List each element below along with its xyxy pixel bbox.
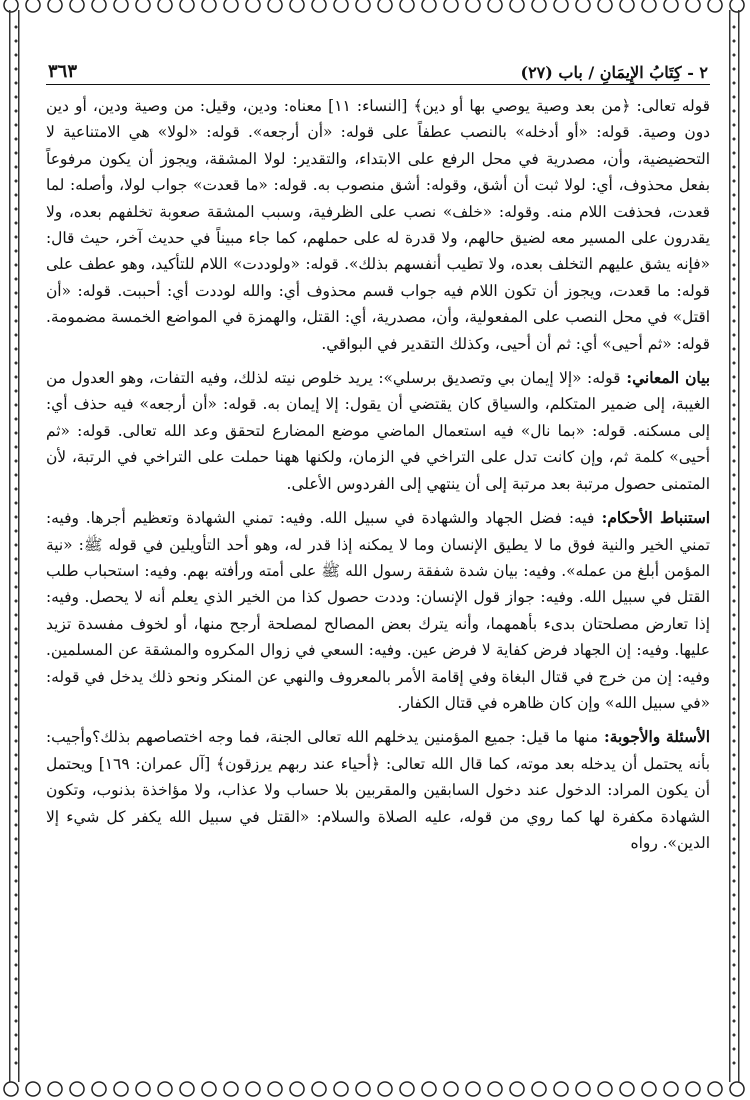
ornamental-border-top: [0, 0, 750, 16]
paragraph-text: قوله: «إلا إيمان بي وتصديق برسلي»: يريد خلوص نيته لذلك، وفيه التفات، وهو العدول من الغيبة، إلى ضمير المتكلم، والسياق كان يقتضي أن يقول: إلا إيمان به. قوله: «أن أرجعه» فيه حذف أي: إلى مسكنه. قوله: «بما نال» فيه استعمال الماضي موضع المضارع لتحقق وعد الله تعالى. قوله: «ثم أحيى» كلمة ثم، وإن كانت تدل على التراخي في الزمان، ولكنها ههنا حملت على التراخي في الرتبة، لأن المتمنى حصول مرتبة بعد مرتبة إلى أن ينتهي إلى الفردوس الأعلى.: [46, 369, 710, 493]
border-dots-right: [732, 20, 736, 1070]
paragraph-heading: استنباط الأحكام:: [594, 509, 710, 528]
paragraph-commentary: [46, 93, 710, 357]
paragraph-rulings: [46, 505, 710, 716]
running-header: [46, 56, 710, 85]
paragraph-meanings: [46, 365, 710, 497]
border-dots-left: [14, 20, 18, 1070]
chapter-title: ٢ - كِتَابُ الإِيمَانِ / باب (٢٧): [520, 63, 708, 82]
page-number: ٣٦٣: [48, 61, 78, 82]
paragraph-questions: [46, 724, 710, 856]
ornamental-border-bottom: [0, 1078, 750, 1100]
paragraph-text: منها ما قيل: جميع المؤمنين يدخلهم الله تعالى الجنة، فما وجه اختصاصهم بذلك؟وأجيب: بأنه يحتمل أن يدخله بعد موته، كما قال الله تعالى: ﴿أحياء عند ربهم يرزقون﴾ [آل عمران: ١٦٩] ويحتمل أن يكون المراد: الدخول عند دخول السابقين والمقربين بلا حساب ولا عذاب، ولا مؤاخذة بذنوب، وتكون الشهادة مكفرة لها كما روي من قوله، عليه الصلاة والسلام: «القتل في سبيل الله يكفر كل شيء إلا الدين». رواه: [46, 728, 711, 852]
page-body: [46, 56, 710, 1066]
paragraph-heading: بيان المعاني:: [620, 369, 711, 388]
paragraph-heading: الأسئلة والأجوبة:: [598, 728, 710, 747]
paragraph-text: فيه: فضل الجهاد والشهادة في سبيل الله. وفيه: تمني الشهادة وتعظيم أجرها. وفيه: تمني الخير والنية فوق ما لا يطيق الإنسان وما لا يمكنه إذا قدر له، وهو أحد التأويلين في قوله ﷺ: «نية المؤمن أبلغ من عمله». وفيه: بيان شدة شفقة رسول الله ﷺ على أمته ورأفته بهم. وفيه: استحباب طلب القتل في سبيل الله. وفيه: جواز قول الإنسان: وددت حصول كذا من الخير الذي يعلم أنه لا يحصل. وفيه: إذا تعارض مصلحتان بدىء بأهمهما، وأنه يترك بعض المصالح لمصلحة أرجح منها، أو لخوف مفسدة تزيد عليها. وفيه: إن الجهاد فرض كفاية لا فرض عين. وفيه: السعي في زوال المكروه والمشقة عن المسلمين. وفيه: إن من خرج في قتال البغاة وفي إقامة الأمر بالمعروف والنهي عن المنكر ونحو ذلك يدخل في قوله: «في سبيل الله» وإن كان ظاهره في قتال الكفار.: [46, 509, 710, 712]
paragraph-text: قوله تعالى: ﴿من بعد وصية يوصي بها أو دين﴾ [النساء: ١١] معناه: ودين، وقيل: من وصية ودين، أو دين دون وصية. قوله: «أو أدخله» بالنصب عطفاً على قوله: «أن أرجعه». قوله: «لولا» هي الامتناعية لا التحضيضية، وأن، مصدرية في محل الرفع على الابتداء، والتقدير: لولا المشقة، ويجوز أن يكون مرفوعاً بفعل محذوف، أي: لولا ثبت أن أشق، وقوله: أشق منصوب به. قوله: «ما قعدت» جواب لولا، وأصله: لما قعدت، فحذفت اللام منه. وقوله: «خلف» نصب على الظرفية، وسبب المشقة صعوبة تخلفهم بعده، ولا يقدرون على المسير معه لضيق حالهم، ولا قدرة له على حملهم، كما جاء مبيناً في حديث آخر، حيث قال: «فإنه يشق عليهم التخلف بعده، ولا تطيب أنفسهم بذلك». قوله: «ولوددت» اللام للتأكيد، وهو عطف على قوله: ما قعدت، ويجوز أن تكون اللام فيه جواب قسم محذوف أي: والله لوددت أي: أحببت. قوله: «أن اقتل» في محل النصب على المفعولية، وأن، مصدرية، أي: القتل، والهمزة في المواضع الخمسة مضمومة. قوله: «ثم أحيى» أي: ثم أن أحيى، وكذلك التقدير في البواقي.: [46, 97, 711, 353]
